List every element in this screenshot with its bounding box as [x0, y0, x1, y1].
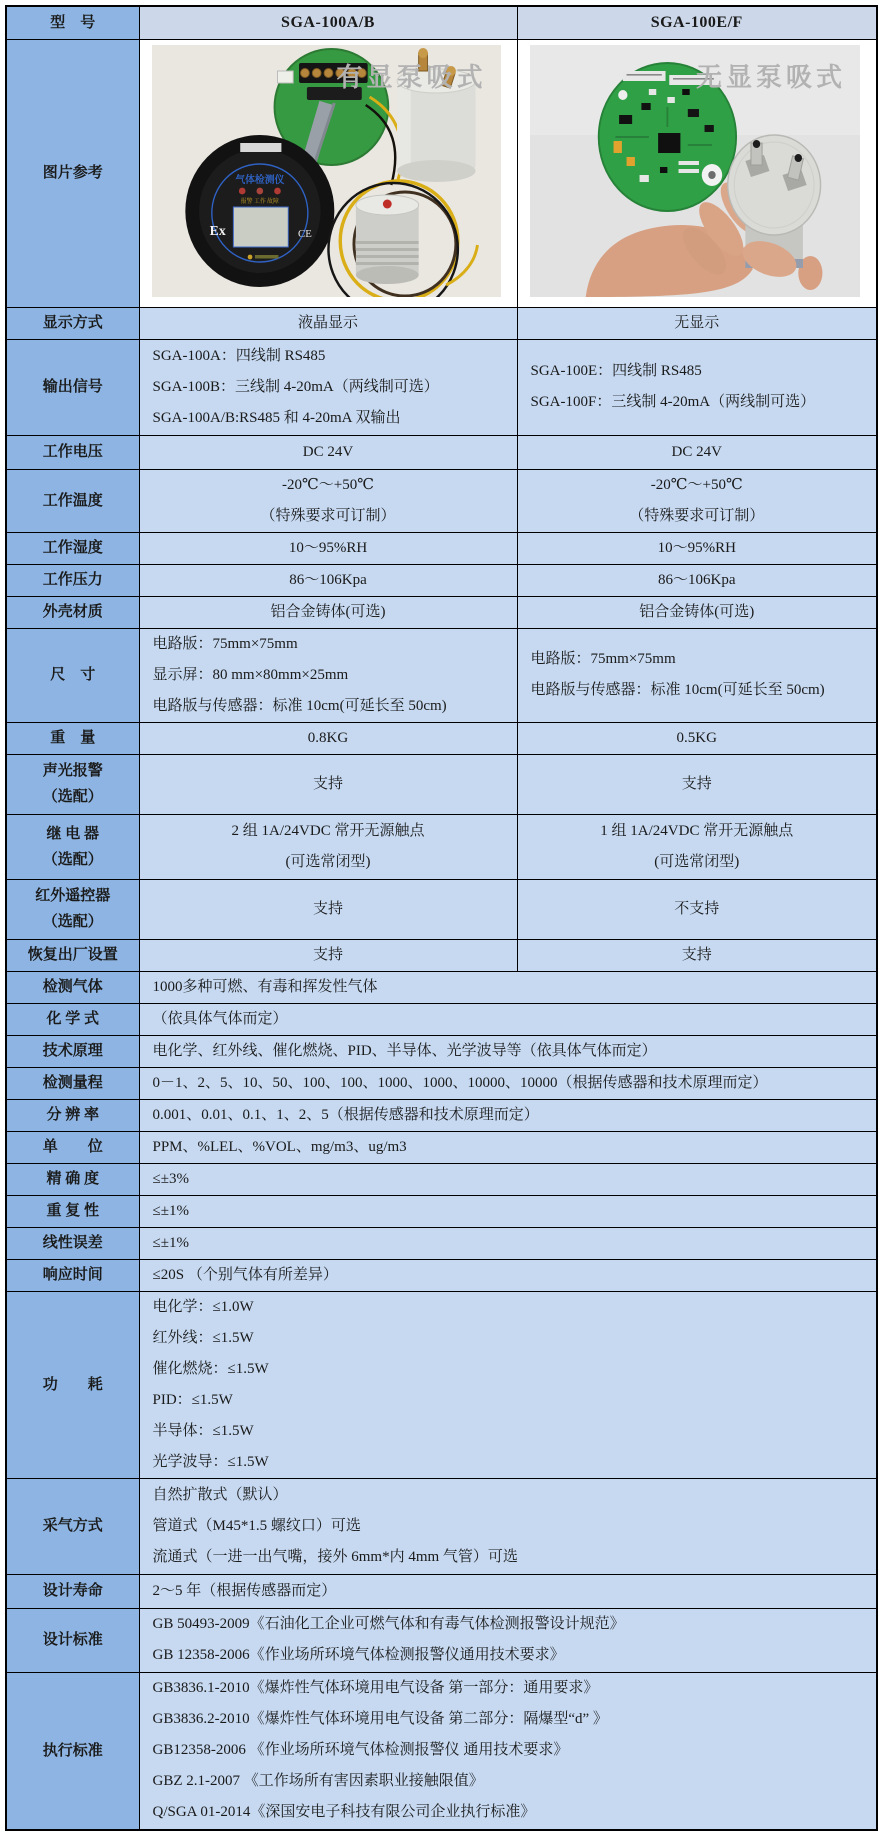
- spec-value-left: 铝合金铸体(可选): [139, 596, 517, 628]
- table-row: [6, 1574, 877, 1608]
- row-label: 设计标准: [6, 1608, 139, 1672]
- row-label: 响应时间: [6, 1259, 139, 1291]
- table-row: [6, 1099, 877, 1131]
- spec-value-right: 86～106Kpa: [517, 564, 877, 596]
- table-row: [6, 1672, 877, 1830]
- row-label: 工作压力: [6, 564, 139, 596]
- table-row: [6, 532, 877, 564]
- spec-table: [5, 5, 878, 1831]
- table-row: [6, 1259, 877, 1291]
- row-label: 恢复出厂设置: [6, 939, 139, 971]
- row-label: 红外遥控器 （选配）: [6, 879, 139, 939]
- watermark-right: 无显泵吸式: [695, 63, 846, 92]
- spec-value-right: 不支持: [517, 879, 877, 939]
- product-photo-left: [139, 39, 517, 307]
- table-row: [6, 814, 877, 879]
- table-row: [6, 939, 877, 971]
- row-label: 功 耗: [6, 1291, 139, 1478]
- table-row: [6, 1195, 877, 1227]
- table-row: [6, 628, 877, 722]
- spec-value-right: 支持: [517, 754, 877, 814]
- table-row: [6, 1035, 877, 1067]
- spec-value-left: 2 组 1A/24VDC 常开无源触点 (可选常闭型): [139, 814, 517, 879]
- table-row: [6, 722, 877, 754]
- spec-value-left: DC 24V: [139, 435, 517, 469]
- spec-value-left: 支持: [139, 939, 517, 971]
- row-label: 采气方式: [6, 1478, 139, 1574]
- spec-value-right: 1 组 1A/24VDC 常开无源触点 (可选常闭型): [517, 814, 877, 879]
- spec-value-left: 支持: [139, 754, 517, 814]
- row-label: 设计寿命: [6, 1574, 139, 1608]
- table-row: [6, 1291, 877, 1478]
- table-row: [6, 1227, 877, 1259]
- row-label: 分 辨 率: [6, 1099, 139, 1131]
- row-label: 重 量: [6, 722, 139, 754]
- product-photo-right: [517, 39, 877, 307]
- spec-value-right: 0.5KG: [517, 722, 877, 754]
- table-row: [6, 1131, 877, 1163]
- model-name-right: SGA-100E/F: [517, 6, 877, 39]
- detector-led-labels: 报警 工作 故障: [240, 198, 279, 206]
- table-row: [6, 596, 877, 628]
- watermark-left: 有显泵吸式: [336, 63, 487, 92]
- spec-value-right: 铝合金铸体(可选): [517, 596, 877, 628]
- row-label: 显示方式: [6, 307, 139, 339]
- spec-value-full: GB3836.1-2010《爆炸性气体环境用电气设备 第一部分：通用要求》 GB3836.2-2010《爆炸性气体环境用电气设备 第二部分：隔爆型“d” 》 GB12358-2006 《作业场所环境气体检测报警仪 通用技术要求》 GBZ 2.1-2007 《工作场所有害因素职业接触限值》 Q/SGA 01-2014《深国安电子科技有限公司企业执行标准》: [139, 1672, 877, 1830]
- table-row: [6, 754, 877, 814]
- spec-value-right: 10～95%RH: [517, 532, 877, 564]
- spec-value-full: GB 50493-2009《石油化工企业可燃气体和有毒气体检测报警设计规范》 GB 12358-2006《作业场所环境气体检测报警仪通用技术要求》: [139, 1608, 877, 1672]
- table-row: [6, 469, 877, 532]
- table-row: [6, 339, 877, 435]
- spec-value-left: 86～106Kpa: [139, 564, 517, 596]
- table-row: [6, 307, 877, 339]
- row-label: 重 复 性: [6, 1195, 139, 1227]
- spec-value-full: ≤20S （个别气体有所差异）: [139, 1259, 877, 1291]
- spec-value-left: 液晶显示: [139, 307, 517, 339]
- spec-value-full: 自然扩散式（默认） 管道式（M45*1.5 螺纹口）可选 流通式（一进一出气嘴，接外 6mm*内 4mm 气管）可选: [139, 1478, 877, 1574]
- row-label: 单 位: [6, 1131, 139, 1163]
- spec-value-left: 支持: [139, 879, 517, 939]
- image-row-label: 图片参考: [6, 39, 139, 307]
- spec-value-right: -20℃～+50℃ （特殊要求可订制）: [517, 469, 877, 532]
- spec-value-full: ≤±1%: [139, 1195, 877, 1227]
- model-header-label: 型 号: [6, 6, 139, 39]
- spec-value-left: 0.8KG: [139, 722, 517, 754]
- row-label: 输出信号: [6, 339, 139, 435]
- table-row: [6, 1478, 877, 1574]
- row-label: 精 确 度: [6, 1163, 139, 1195]
- spec-value-left: 10～95%RH: [139, 532, 517, 564]
- row-label: 工作温度: [6, 469, 139, 532]
- spec-value-left: -20℃～+50℃ （特殊要求可订制）: [139, 469, 517, 532]
- image-row: [6, 39, 877, 307]
- row-label: 检测气体: [6, 971, 139, 1003]
- table-row: [6, 1163, 877, 1195]
- model-name-left: SGA-100A/B: [139, 6, 517, 39]
- row-label: 执行标准: [6, 1672, 139, 1830]
- row-label: 工作湿度: [6, 532, 139, 564]
- spec-value-full: PPM、%LEL、%VOL、mg/m3、ug/m3: [139, 1131, 877, 1163]
- table-row: [6, 879, 877, 939]
- spec-value-full: ≤±3%: [139, 1163, 877, 1195]
- row-label: 继 电 器 （选配）: [6, 814, 139, 879]
- row-label: 声光报警 （选配）: [6, 754, 139, 814]
- spec-value-full: 电化学：≤1.0W 红外线：≤1.5W 催化燃烧：≤1.5W PID：≤1.5W 半导体：≤1.5W 光学波导：≤1.5W: [139, 1291, 877, 1478]
- spec-value-full: 0.001、0.01、0.1、1、2、5（根据传感器和技术原理而定）: [139, 1099, 877, 1131]
- spec-value-right: SGA-100E：四线制 RS485 SGA-100F：三线制 4-20mA（两线制可选）: [517, 339, 877, 435]
- spec-value-full: ≤±1%: [139, 1227, 877, 1259]
- detector-ce-mark: CE: [297, 227, 312, 241]
- detector-title-text: 气体检测仪: [234, 174, 284, 187]
- row-label: 工作电压: [6, 435, 139, 469]
- table-row: [6, 564, 877, 596]
- spec-value-right: 电路版：75mm×75mm 电路版与传感器：标准 10cm(可延长至 50cm): [517, 628, 877, 722]
- row-label: 检测量程: [6, 1067, 139, 1099]
- row-label: 技术原理: [6, 1035, 139, 1067]
- detector-ex-mark: Ex: [209, 222, 226, 239]
- spec-value-right: 无显示: [517, 307, 877, 339]
- spec-value-left: SGA-100A：四线制 RS485 SGA-100B：三线制 4-20mA（两线制可选） SGA-100A/B:RS485 和 4-20mA 双输出: [139, 339, 517, 435]
- spec-value-right: 支持: [517, 939, 877, 971]
- table-row: [6, 1608, 877, 1672]
- spec-value-right: DC 24V: [517, 435, 877, 469]
- spec-value-full: 1000多种可燃、有毒和挥发性气体: [139, 971, 877, 1003]
- spec-value-left: 电路版：75mm×75mm 显示屏：80 mm×80mm×25mm 电路版与传感器：标准 10cm(可延长至 50cm): [139, 628, 517, 722]
- table-header-row: [6, 6, 877, 39]
- spec-value-full: 0－1、2、5、10、50、100、100、1000、1000、10000、10000（根据传感器和技术原理而定）: [139, 1067, 877, 1099]
- table-row: [6, 971, 877, 1003]
- table-row: [6, 1003, 877, 1035]
- spec-value-full: 2～5 年（根据传感器而定）: [139, 1574, 877, 1608]
- row-label: 外壳材质: [6, 596, 139, 628]
- row-label: 尺 寸: [6, 628, 139, 722]
- row-label: 线性误差: [6, 1227, 139, 1259]
- table-row: [6, 435, 877, 469]
- table-row: [6, 1067, 877, 1099]
- row-label: 化 学 式: [6, 1003, 139, 1035]
- spec-value-full: （依具体气体而定）: [139, 1003, 877, 1035]
- spec-value-full: 电化学、红外线、催化燃烧、PID、半导体、光学波导等（依具体气体而定）: [139, 1035, 877, 1067]
